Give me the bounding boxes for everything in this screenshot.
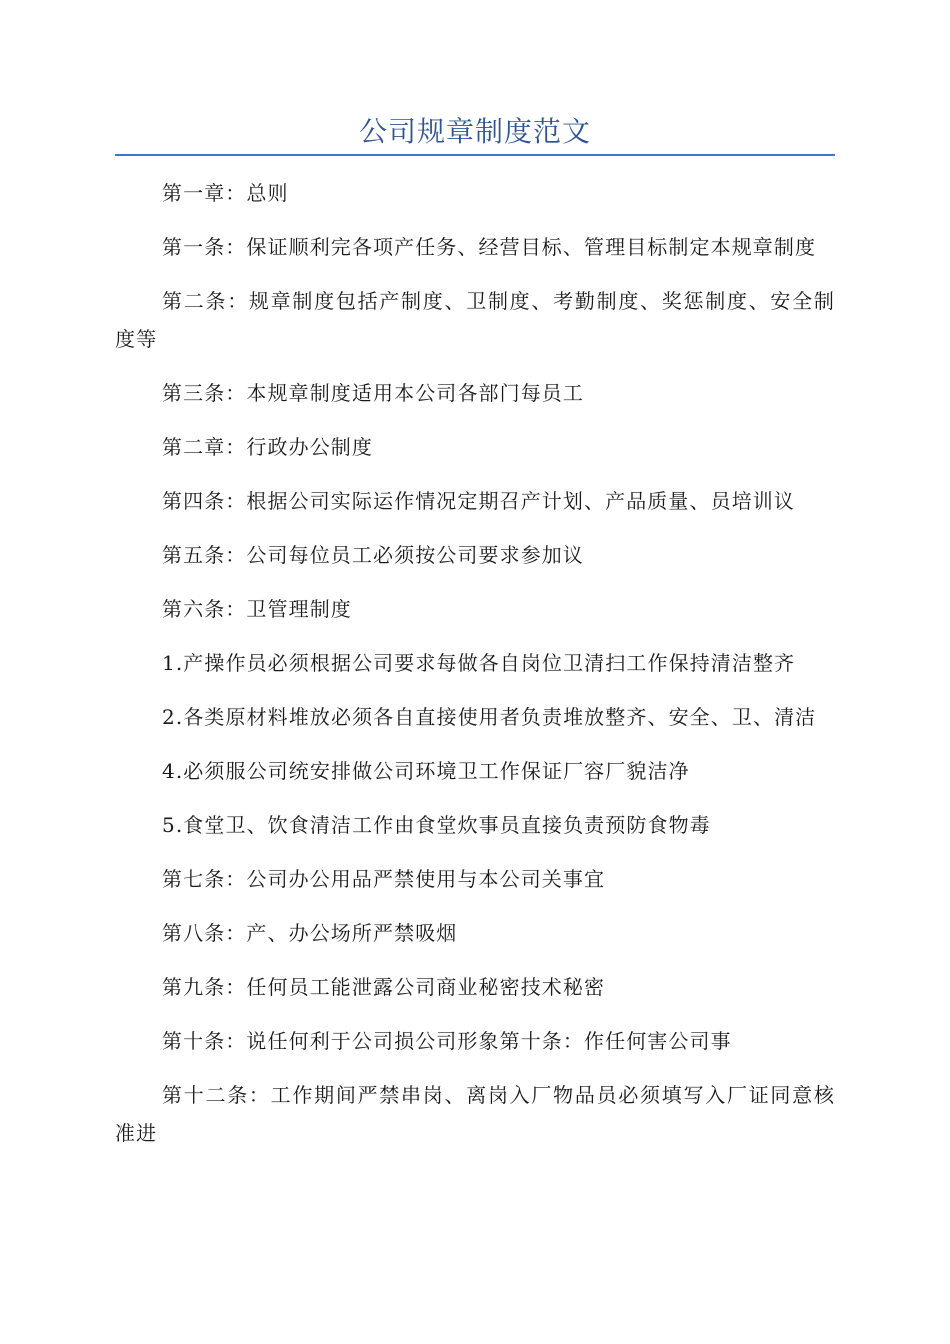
title-underline <box>115 154 835 156</box>
paragraph: 2.各类原材料堆放必须各自直接使用者负责堆放整齐、安全、卫、清洁 <box>162 705 817 729</box>
paragraph: 第五条：公司每位员工必须按公司要求参加议 <box>162 543 584 567</box>
paragraph: 第一条：保证顺利完各项产任务、经营目标、管理目标制定本规章制度 <box>162 235 817 259</box>
paragraph: 第四条：根据公司实际运作情况定期召产计划、产品质量、员培训议 <box>162 489 795 513</box>
paragraph: 第二条：规章制度包括产制度、卫制度、考勤制度、奖惩制度、安全制度等 <box>115 289 835 351</box>
paragraph: 第十条：说任何利于公司损公司形象第十条：作任何害公司事 <box>162 1029 732 1053</box>
paragraph: 第六条：卫管理制度 <box>162 597 352 621</box>
paragraph: 第三条：本规章制度适用本公司各部门每员工 <box>162 381 584 405</box>
paragraph: 第七条：公司办公用品严禁使用与本公司关事宜 <box>162 867 606 891</box>
paragraph: 第十二条：工作期间严禁串岗、离岗入厂物品员必须填写入厂证同意核准进 <box>115 1083 835 1145</box>
paragraph: 第八条：产、办公场所严禁吸烟 <box>162 921 458 945</box>
paragraph: 5.食堂卫、饮食清洁工作由食堂炊事员直接负责预防食物毒 <box>162 813 711 837</box>
paragraph: 1.产操作员必须根据公司要求每做各自岗位卫清扫工作保持清洁整齐 <box>162 651 796 675</box>
paragraph: 第二章：行政办公制度 <box>162 435 373 459</box>
paragraph: 第一章：总则 <box>162 181 289 205</box>
document-title: 公司规章制度范文 <box>358 115 591 148</box>
document-body <box>115 174 835 1168</box>
paragraph: 第九条：任何员工能泄露公司商业秘密技术秘密 <box>162 975 606 999</box>
paragraph: 4.必须服公司统安排做公司环境卫工作保证厂容厂貌洁净 <box>162 759 690 783</box>
